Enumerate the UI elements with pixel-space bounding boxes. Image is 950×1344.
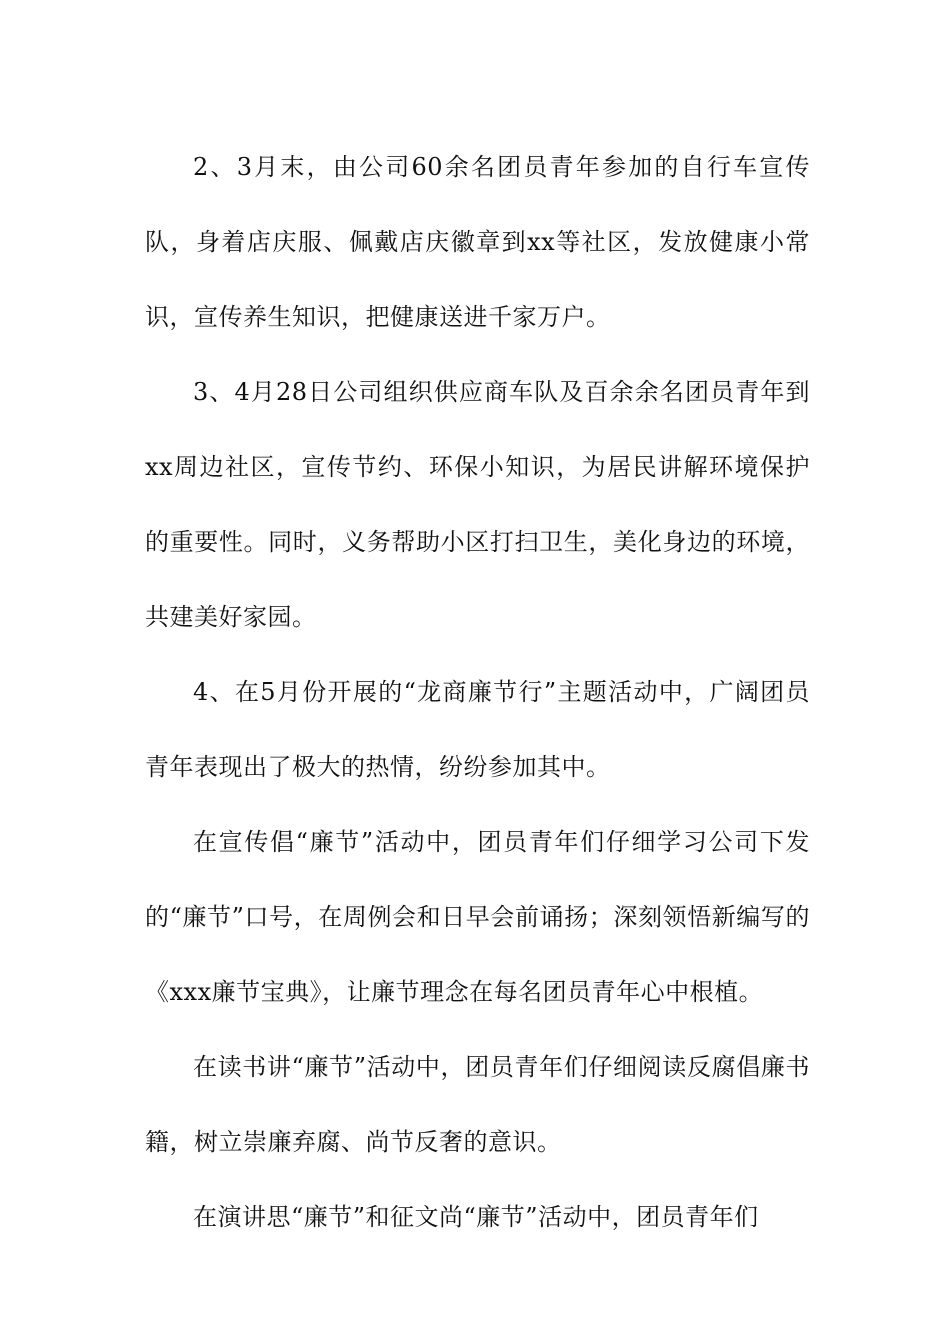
- paragraph-integrity-reading: 在读书讲“廉节”活动中，团员青年们仔细阅读反腐倡廉书籍，树立崇廉弃腐、尚节反奢的意识。: [145, 1053, 810, 1156]
- document-body: [145, 130, 810, 1255]
- paragraph-community-service: 3、4月28日公司组织供应商车队及百余余名团员青年到xx周边社区，宣传节约、环保小知识，为居民讲解环境保护的重要性。同时，义务帮助小区打扫卫生，美化身边的环境，共建美好家园。: [145, 378, 810, 631]
- paragraph-integrity-promotion: 在宣传倡“廉节”活动中，团员青年们仔细学习公司下发的“廉节”口号，在周例会和日早会前诵扬；深刻领悟新编写的《xxx廉节宝典》，让廉节理念在每名团员青年心中根植。: [145, 828, 810, 1006]
- paragraph-integrity-speech: 在演讲思“廉节”和征文尚“廉节”活动中，团员青年们: [193, 1203, 759, 1231]
- paragraph-integrity-activity: 4、在5月份开展的“龙商廉节行”主题活动中，广阔团员青年表现出了极大的热情，纷纷参加其中。: [145, 678, 810, 781]
- paragraph-bicycle-team: 2、3月末，由公司60余名团员青年参加的自行车宣传队，身着店庆服、佩戴店庆徽章到xx等社区，发放健康小常识，宣传养生知识，把健康送进千家万户。: [145, 153, 810, 331]
